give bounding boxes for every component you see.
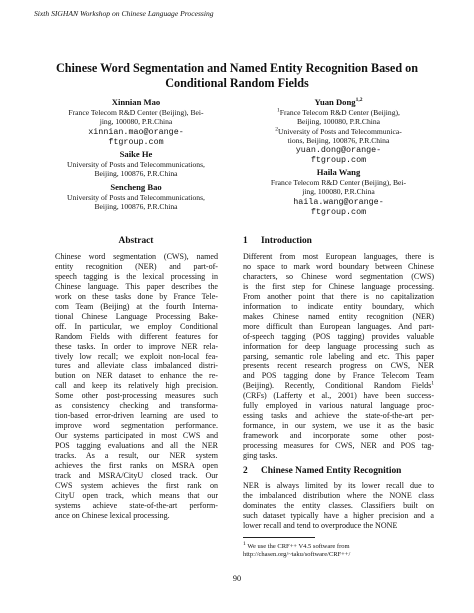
section-title: Introduction [261, 236, 312, 246]
text-line: bution on NER dataset to enhance the re- [55, 371, 218, 381]
author-email-line[interactable]: ftgroup.com [310, 155, 367, 166]
text-line: CityU open track, which means that our [55, 490, 218, 500]
author-affiliation-line: University of Posts and Telecommunications, [67, 160, 205, 169]
text-line: tracks. As a result, our NER system [55, 451, 218, 461]
section-2-heading [243, 465, 434, 477]
text-line: of-speech tagging (POS tagging) provides valuable [243, 331, 434, 341]
text-line: From another point that there is no capitalization [243, 291, 434, 301]
text-line: (CRFs) (Lafferty et al., 2001) have been success- [243, 391, 434, 401]
text-line: fully employed in various natural language proc- [243, 401, 434, 411]
abstract-heading: Abstract [118, 236, 154, 246]
author-saike-he [41, 149, 231, 179]
text-line: these tasks. In order to improve NER rela- [55, 341, 218, 351]
text-line: ance on Chinese lexical processing. [55, 510, 170, 520]
section-1-heading [243, 235, 434, 247]
text-line: CWS system achieves the first rank on [55, 480, 218, 490]
footnote-marker: 1 [243, 540, 246, 547]
text-line: tion-based error-driven learning are used to [55, 411, 218, 421]
author-affiliation-line: Beijing, 100876, P.R.China [94, 169, 178, 179]
text-line: systems achieve state-of-the-art perform- [55, 500, 218, 510]
title-line-1: Chinese Word Segmentation and Named Entity Recognition Based on [55, 61, 419, 75]
section-title: Chinese Named Entity Recognition [261, 466, 402, 476]
affil-marker: 1 [277, 107, 280, 114]
text-line: essing tasks and achieve the state-of-the-art per- [243, 411, 434, 421]
text-line: Random Fields with different features for [55, 331, 218, 341]
text-line: POS tagging evaluations and all the NER [55, 441, 218, 451]
author-affiliation-line: Beijing, 100080, P.R.China [296, 117, 381, 127]
text-line: work on these tasks done by France Tele- [55, 291, 218, 301]
text-line: information for deep language processing such as [243, 341, 434, 351]
author-name: Saike He [119, 149, 153, 159]
text-line: Chinese language. This paper describes the [55, 281, 218, 291]
text-line: as consistency checking and transforma- [55, 401, 218, 411]
text-line: off. In particular, we employ Conditional [55, 321, 218, 331]
text-line: Some other post-processing measures such [55, 391, 218, 401]
author-affil-marker: 1,2 [355, 97, 363, 104]
text-line: com Team (Beijing) at the fourth Interna- [55, 301, 218, 311]
section-number: 1 [243, 236, 248, 246]
text-line: dominates the entity classes. Classifiers built on [243, 500, 434, 510]
text-line: parsing, semantic role labeling and etc. This paper [243, 351, 434, 361]
page-number: 90 [232, 574, 242, 583]
text-line: and POS tagging done by France Telecom Team [243, 371, 434, 381]
author-name: Yuan Dong$^{1,2}$ [314, 97, 363, 107]
author-affiliation-line: $^2$University of Posts and Telecommunica- [275, 126, 402, 136]
text-line: tures and alleviate class imbalanced distri- [55, 361, 218, 371]
author-affiliation-line: France Telecom R&D Center (Beijing), Bei- [68, 108, 204, 117]
author-name: Sencheng Bao [110, 182, 162, 192]
text-line: entity recognition (NER) and part-of- [55, 261, 218, 271]
author-email-line[interactable]: ftgroup.com [108, 136, 164, 147]
author-affiliation-line: $^1$France Telecom R&D Center (Beijing), [277, 107, 400, 117]
footnote [243, 540, 434, 559]
text-line: makes Chinese named entity recognition (NER) [243, 311, 434, 321]
text-line: tional Chinese Language Processing Bake- [55, 311, 218, 321]
title-line-2: Conditional Random Fields [165, 76, 309, 90]
text-line: the imbalanced distribution where the NONE class [243, 490, 434, 500]
text-line: framework and incorporate some other post- [243, 431, 434, 441]
text-line: characters, so Chinese word segmentation (CWS) [243, 271, 434, 281]
author-xinnian-mao [41, 97, 231, 147]
text-line: (Beijing). Recently, Conditional Random Fields$^1$ [243, 380, 434, 391]
abstract-body [55, 252, 218, 521]
text-line: tively low recall; we exploit non-local fea- [55, 351, 218, 361]
author-affiliation-line: jing, 100080, P.R.China [302, 187, 375, 197]
author-affiliation-line: jing, 100080, P.R.China [99, 117, 173, 127]
text-line: no space to mark word boundary between Chinese [243, 261, 434, 271]
author-affiliation-line: tions, Beijing, 100876, P.R.China [287, 135, 390, 145]
author-name: Haila Wang [316, 167, 361, 177]
section-2-body [243, 481, 434, 531]
footnote-url[interactable]: http://chasen.org/~taku/software/CRF++/ [243, 551, 351, 558]
text-line: more difficult than European languages. And part- [243, 321, 434, 331]
footnote-rule [243, 537, 315, 538]
author-sencheng-bao [41, 182, 231, 212]
text-line: speech tagging is the lexical processing in [55, 271, 218, 281]
text-line: is the first step for Chinese language processing. [243, 281, 434, 291]
author-email-line[interactable]: ftgroup.com [310, 206, 367, 217]
author-name: Xinnian Mao [111, 97, 161, 107]
text-line: NER is always limited by its lower recall due to [243, 481, 434, 490]
author-affiliation-line: Beijing, 100876, P.R.China [94, 202, 178, 212]
affil-marker: 2 [275, 126, 278, 133]
text-line: formance, in our system, we use it as the basic [243, 421, 434, 431]
text-line: Chinese word segmentation (CWS), named [55, 252, 218, 261]
text-line: information to indicate entity boundary, which [243, 301, 434, 311]
text-line: processing measures for CWS, NER and POS tag- [243, 441, 434, 451]
text-line: Our systems participated in most CWS and [55, 431, 218, 441]
workshop-header: Sixth SIGHAN Workshop on Chinese Language Processing [34, 9, 214, 18]
text-line: improve word segmentation performance. [55, 421, 218, 431]
text-line: ging tasks. [243, 451, 278, 461]
text-line: Different from most European languages, there is [243, 252, 434, 261]
author-email-line[interactable]: haila.wang@orange- [293, 196, 384, 207]
text-line: call and keep its relatively high precision. [55, 381, 218, 391]
author-affiliation-line: University of Posts and Telecommunications, [67, 193, 205, 202]
paper-title [40, 61, 434, 91]
author-affiliation-line: France Telecom R&D Center (Beijing), Bei- [270, 178, 407, 187]
text-line: track and MSRA/CityU closed track. Our [55, 470, 218, 480]
author-email-line[interactable]: yuan.dong@orange- [295, 145, 382, 156]
section-number: 2 [243, 466, 248, 476]
author-haila-wang [243, 167, 434, 217]
text-line: achieves the first ranks on MSRA open [55, 461, 218, 471]
footnote-line: $^1$ We use the CRF++ V4.5 software from [243, 540, 350, 550]
section-1-body [243, 252, 434, 461]
text-line: presents recent research progress on CWS, NER [243, 361, 434, 371]
author-yuan-dong [243, 97, 434, 165]
text-line: such dataset typically have a higher precision and a [243, 510, 434, 520]
author-email-line[interactable]: xinnian.mao@orange- [88, 126, 184, 137]
text-line: lower recall and tend to overproduce the NONE [243, 520, 398, 530]
footnote-ref-marker: 1 [431, 380, 434, 387]
